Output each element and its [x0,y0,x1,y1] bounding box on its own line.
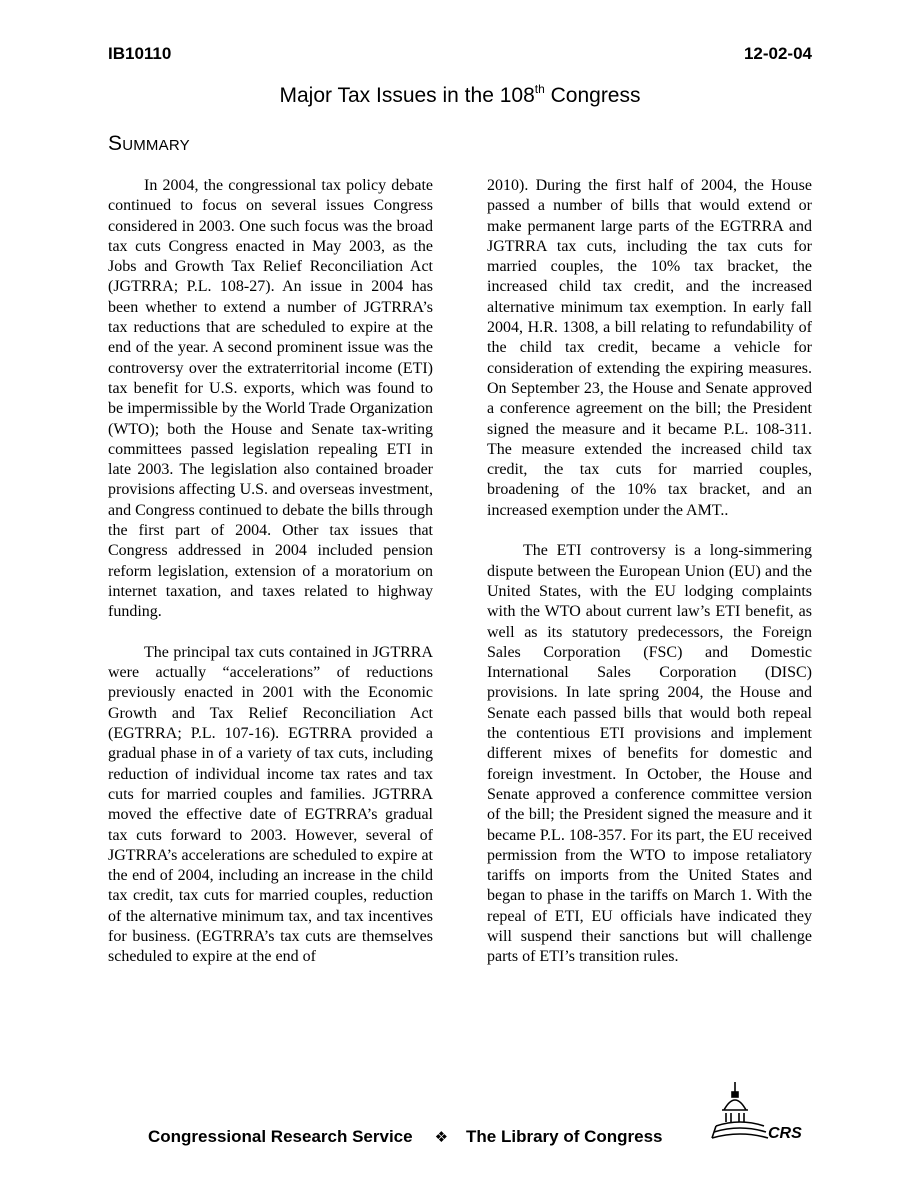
text-column-right [487,176,812,968]
paragraph: 2010). During the first half of 2004, the House passed a number of bills that would extend or make permanent large parts of the EGTRRA and JGTRRA tax cuts, including the tax cuts for married couples, the 10% tax bracket, the increased child tax credit, and the increased alternative minimum tax exemption. In early fall 2004, H.R. 1308, a bill relating to refundability of the child tax credit, became a vehicle for consideration of extending the expiring measures. On September 23, the House and Senate approved a conference agreement on the bill; the President signed the measure and it became P.L. 108-311. The measure extended the increased child tax credit, the tax cuts for married couples, broadening of the 10% tax bracket, and an increased exemption under the AMT.. [487,177,812,519]
paragraph: In 2004, the congressional tax policy debate continued to focus on several issues Congress considered in 2003. One such focus was the broad tax cuts Congress enacted in May 2003, as the Jobs and Growth Tax Relief Reconciliation Act (JGTRRA; P.L. 108-27). An issue in 2004 has been whether to extend a number of JGTRRA’s tax reductions that are scheduled to expire at the end of the year. A second prominent issue was the controversy over the extraterritorial income (ETI) tax benefit for U.S. exports, which was found to be impermissible by the World Trade Organization (WTO); both the House and Senate tax-writing committees passed legislation repealing ETI in late 2003. The legislation also contained broader provisions affecting U.S. and overseas investment, and Congress continued to debate the bills through the first part of 2004. Other tax issues that Congress addressed in 2004 included pension reform legislation, extension of a moratorium on internet taxation, and taxes related to highway funding. [108,177,433,621]
footer [148,1125,663,1150]
capitol-dome-icon [712,1082,768,1138]
report-date: 12-02-04 [743,44,812,63]
title-superscript: th [534,82,545,96]
footer-separator-icon: ❖ [434,1129,449,1146]
page-title [0,82,920,110]
section-heading-summary: Summary [108,132,190,155]
footer-library-name: The Library of Congress [466,1127,663,1146]
paragraph: The ETI controversy is a long-simmering dispute between the European Union (EU) and the United States, with the EU lodging complaints with the WTO about current law’s ETI benefit, as well as its statutory predecessors, the Foreign Sales Corporation (FSC) and Domestic International Sales Corporation (DISC) provisions. In late spring 2004, the House and Senate each passed bills that would both repeal the contentious ETI provisions and implement different mixes of benefits for domestic and foreign investment. In October, the House and Senate approved a conference committee version of the bill; the President signed the measure and it became P.L. 108-357. For its part, the EU received permission from the WTO to impose retaliatory tariffs on imports from the United States and began to phase in the tariffs on March 1. With the repeal of ETI, EU officials have indicated they will suspend their sanctions but will challenge parts of ETI’s transition rules. [487,542,812,966]
footer-org-name: Congressional Research Service [148,1127,413,1146]
report-id: IB10110 [108,44,172,63]
crs-logo-text: CRS [768,1125,802,1142]
paragraph: The principal tax cuts contained in JGTRRA were actually “accelerations” of reductions previously enacted in 2001 with the Economic Growth and Tax Relief Reconciliation Act (EGTRRA; P.L. 107-16). EGTRRA provided a gradual phase in of a variety of tax cuts, including reduction of individual income tax rates and tax cuts for married couples and families. JGTRRA moved the effective date of EGTRRA’s gradual tax cuts forward to 2003. However, several of JGTRRA’s accelerations are scheduled to expire at the end of 2004, including an increase in the child tax credit, tax cuts for married couples, reduction of the alternative minimum tax, and tax incentives for business. (EGTRRA’s tax cuts are themselves scheduled to expire at the end of [108,643,433,966]
text-column-left [108,176,433,968]
crs-logo [710,1080,810,1144]
title-tail: Congress [544,84,641,107]
title-main: Major Tax Issues in the 108 [279,84,535,107]
